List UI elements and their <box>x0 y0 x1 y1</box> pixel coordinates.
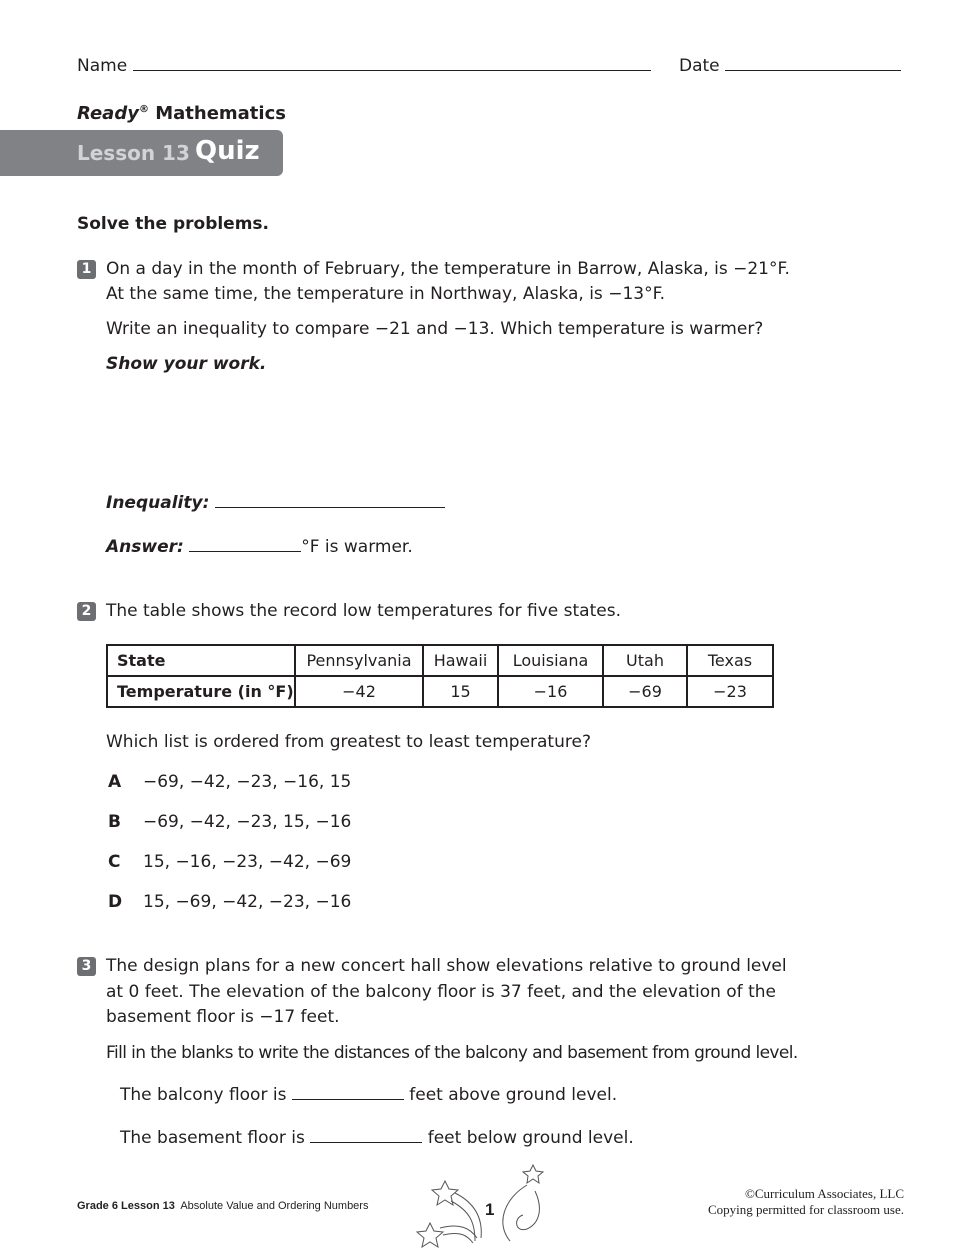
table-row <box>107 645 773 676</box>
table-cell: Pennsylvania <box>295 645 423 676</box>
q1-show-work: Show your work. <box>106 354 267 374</box>
q3-line1: The design plans for a new concert hall show elevations relative to ground level <box>106 956 787 976</box>
table-cell: Louisiana <box>498 645 603 676</box>
instructions: Solve the problems. <box>77 214 270 234</box>
footer-lesson: Grade 6 Lesson 13 Absolute Value and Ordering Numbers <box>77 1200 369 1212</box>
copyright: ©Curriculum Associates, LLC <box>745 1186 904 1201</box>
table-cell: Utah <box>603 645 687 676</box>
date-field[interactable] <box>679 56 901 76</box>
q2-question: Which list is ordered from greatest to least temperature? <box>106 732 591 752</box>
option-d[interactable]: D 15, −69, −42, −23, −16 <box>108 892 352 912</box>
basement-sentence: The basement floor is feet below ground level. <box>120 1128 634 1148</box>
name-field[interactable] <box>77 56 651 76</box>
q3-line3: basement floor is −17 feet. <box>106 1007 340 1027</box>
inequality-field[interactable]: Inequality: <box>106 493 445 513</box>
option-c[interactable]: C 15, −16, −23, −42, −69 <box>108 852 352 872</box>
table-cell: −42 <box>295 676 423 707</box>
q1-line2: At the same time, the temperature in Northway, Alaska, is −13°F. <box>106 284 666 304</box>
q1-prompt: Write an inequality to compare −21 and −13. Which temperature is warmer? <box>106 319 764 339</box>
table-header: State <box>107 645 295 676</box>
q3-line2: at 0 feet. The elevation of the balcony floor is 37 feet, and the elevation of the <box>106 982 776 1002</box>
table-row <box>107 676 773 707</box>
option-b[interactable]: B −69, −42, −23, 15, −16 <box>108 812 352 832</box>
table-cell: 15 <box>423 676 498 707</box>
lesson-label: Lesson 13 <box>77 141 190 165</box>
table-header: Temperature (in °F) <box>107 676 295 707</box>
table-cell: Texas <box>687 645 773 676</box>
option-a[interactable]: A −69, −42, −23, −16, 15 <box>108 772 352 792</box>
basement-blank[interactable] <box>310 1141 422 1143</box>
question-number-2: 2 <box>77 602 96 621</box>
permission: Copying permitted for classroom use. <box>707 1202 904 1217</box>
quiz-label: Quiz <box>195 136 260 166</box>
question-number-1: 1 <box>77 260 96 279</box>
balcony-blank[interactable] <box>292 1098 404 1100</box>
question-number-3: 3 <box>77 957 96 976</box>
q3-prompt: Fill in the blanks to write the distances of the balcony and basement from ground level. <box>106 1043 798 1063</box>
answer-field[interactable]: Answer: °F is warmer. <box>106 537 413 557</box>
page-number: 1 <box>485 1200 495 1219</box>
table-cell: −16 <box>498 676 603 707</box>
table-cell: −69 <box>603 676 687 707</box>
table-cell: −23 <box>687 676 773 707</box>
balcony-sentence: The balcony floor is feet above ground level. <box>120 1085 618 1105</box>
temperature-table <box>106 644 774 708</box>
q1-line1: On a day in the month of February, the temperature in Barrow, Alaska, is −21°F. <box>106 259 790 279</box>
name-label: Name <box>77 56 128 76</box>
table-cell: Hawaii <box>423 645 498 676</box>
date-label: Date <box>679 56 720 76</box>
stars-decoration-icon <box>415 1163 550 1248</box>
brand-title: Ready® Mathematics <box>77 103 286 124</box>
q2-intro: The table shows the record low temperatures for five states. <box>106 601 621 621</box>
